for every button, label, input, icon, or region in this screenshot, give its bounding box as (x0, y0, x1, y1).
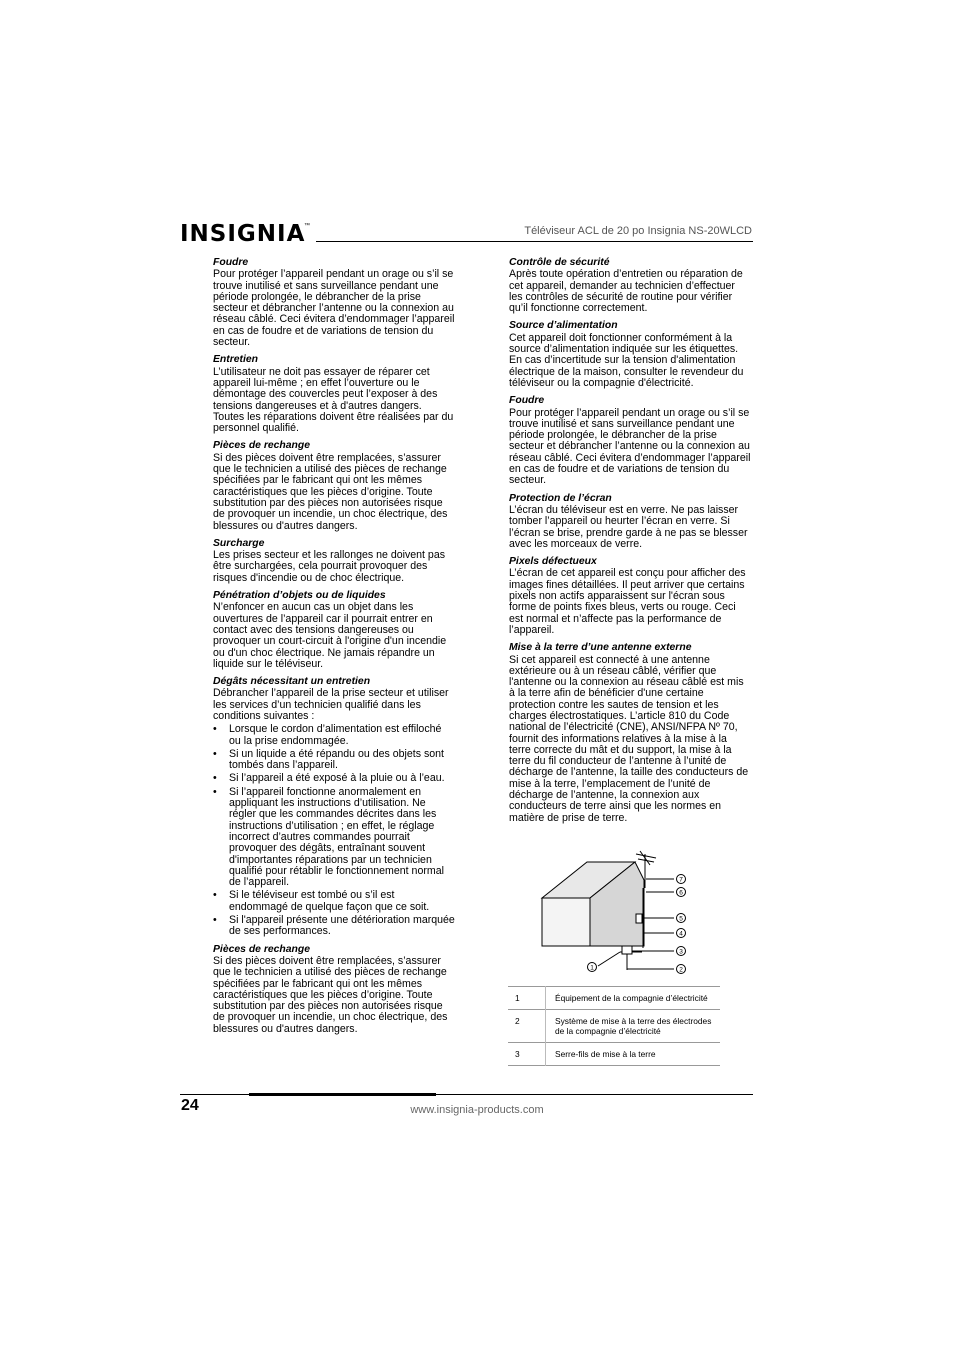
diagram-legend-table (508, 986, 720, 1066)
section-heading: Foudre (213, 257, 249, 268)
list-item (213, 749, 455, 772)
section-text: N’enfoncer en aucun cas un objet dans les ouvertures de l’appareil car il pourrait entrer en contact avec des tensions dangereuses ou provoquer un court-circuit à l'origine d'un incendie ou d'un choc électrique. Ne jamais répandre un liquide sur le téléviseur. (213, 601, 447, 670)
section-text: L’utilisateur ne doit pas essayer de réparer cet appareil lui-même ; en effet l’ouverture ou le démontage des couvercles peut l’exposer à des tensions dangereuses et à d'autres dangers. Toutes les réparations doivent être réalisées par du personnel qualifié. (213, 365, 454, 435)
table-row (508, 1010, 720, 1043)
section-heading: Mise à la terre d’une antenne externe (509, 642, 692, 654)
section-text: Les prises secteur et les rallonges ne doivent pas être surchargées, cela pourrait provoquer des risques d'incendie ou de choc électrique. (213, 549, 446, 584)
house-front (542, 898, 590, 946)
document-title: Téléviseur ACL de 20 po Insignia NS-20WLCD (524, 225, 752, 237)
section-heading: Pixels défectueux (509, 556, 597, 568)
section-heading: Pièces de rechange (213, 440, 311, 452)
bullet-mark: • (213, 747, 217, 760)
section-heading: Entretien (213, 354, 259, 366)
list-item (213, 890, 455, 913)
bullet-mark: • (213, 785, 217, 798)
bullet-mark: • (213, 723, 217, 736)
table-row (508, 987, 720, 1010)
callout-3: 3 (679, 948, 683, 956)
list-item (213, 724, 455, 747)
section-heading: Protection de l’écran (509, 492, 612, 504)
callout-1: 1 (590, 964, 594, 972)
section-heading: Pièces de rechange (213, 943, 311, 955)
brand-logo (180, 219, 310, 249)
list-item-text: Si l’appareil a été exposé à la pluie ou à l’eau. (229, 772, 445, 785)
section-text: Si des pièces doivent être remplacées, s’assurer que le technicien a utilisé des pièces de rechange spécifiées par le fabricant qui ont les mêmes caractéristiques que les pièces d’origine. Toute substitution par des pièces non autorisées risque de provoquer un incendie, un choc électrique, des blessures ou d'autres dangers. (213, 954, 448, 1035)
legend-text: Serre-fils de mise à la terre (546, 1043, 721, 1066)
legend-text: Système de mise à la terre des électrodes de la compagnie d’électricité (546, 1010, 721, 1043)
list-item-text: Lorsque le cordon d’alimentation est effiloché ou la prise endommagée. (229, 723, 442, 747)
section-heading: Pénétration d’objets ou de liquides (213, 590, 386, 602)
section-text: Si cet appareil est connecté à une antenne extérieure ou à un réseau câblé, vérifier que l'antenne ou la connexion au réseau câblé est mis à la terre afin de bénéficier d'une certaine protection contre les sautes de tension et les charges électrostatiques. L’article 810 du Code national de l’électricité (CNE), ANSI/NFPA Nº 70, fournit des informations relatives à la mise à la terre correcte du mât et du support, la mise à la terre du fil conducteur de l’antenne à l’unité de décharge de l’antenne, la taille des conducteurs de mise à la terre, l’emplacement de l’unité de décharge de l’antenne, la connexion aux conducteurs de terre ainsi que les normes en matière de prise de terre. (509, 653, 749, 824)
list-item-text: Si un liquide a été répandu ou des objets sont tombés dans l’appareil. (229, 747, 444, 772)
list-item (213, 915, 455, 938)
section-text: L’écran du téléviseur est en verre. Ne pas laisser tomber l’appareil ou heurter l’écran en verre. Si l’écran se brise, prendre garde à ne pas se blesser avec les morceaux de verre. (509, 503, 748, 550)
section-heading: Dégâts nécessitant un entretien (213, 676, 371, 688)
brand-logo-text: INSIGNIA (180, 221, 306, 247)
legend-number: 2 (515, 1016, 520, 1026)
bullet-mark: • (213, 889, 217, 902)
callout-2: 2 (679, 966, 683, 974)
trademark-mark: ™ (304, 223, 310, 229)
list-item-text: Si l'appareil présente une détérioration marquée de ses performances. (229, 914, 455, 938)
section-text: Après toute opération d’entretien ou réparation de cet appareil, demander au technicien d’effectuer les contrôles de sécurité de routine pour vérifier qu’il fonctionne correctement. (509, 268, 743, 315)
footer-url: www.insignia-products.com (410, 1104, 544, 1116)
callout-7: 7 (679, 876, 683, 884)
page-number: 24 (181, 1097, 199, 1114)
legend-number: 1 (515, 993, 520, 1003)
condition-list (213, 724, 455, 937)
list-item-text: Si l’appareil fonctionne anormalement en appliquant les instructions d’utilisation. Ne régler que les commandes décrites dans les instructions d’utilisation ; en effet, le réglage incorrect d’autres commandes pourrait provoquer des dégâts, entraînant souvent d'importantes réparations par un technicien qualifié pour rétablir le fonctionnement normal de l’appareil. (229, 785, 444, 889)
discharge-unit (636, 914, 642, 923)
footer-rule-accent (249, 1093, 436, 1096)
callout-5: 5 (679, 915, 683, 923)
callout-4: 4 (679, 930, 683, 938)
section-text: L’écran de cet appareil est conçu pour afficher des images fines détaillées. Il peut arriver que certains pixels non actifs apparaissent sur l'écran sous forme de points fixes bleus, verts ou rouge. Ceci est normal et n’affecte pas la performance de l’appareil. (509, 567, 746, 636)
bullet-mark: • (213, 772, 217, 785)
section-text: Si des pièces doivent être remplacées, s’assurer que le technicien a utilisé des pièces de rechange spécifiées par le fabricant qui ont les mêmes caractéristiques que les pièces d’origine. Toute substitution par des pièces non autorisées risque de provoquer un incendie, un choc électrique, des blessures ou d'autres dangers. (213, 451, 448, 532)
legend-number: 3 (515, 1049, 520, 1059)
section-heading: Surcharge (213, 537, 265, 549)
section-heading: Contrôle de sécurité (509, 257, 610, 268)
list-item-text: Si le téléviseur est tombé ou s’il est endommagé de quelque façon que ce soit. (229, 889, 430, 913)
service-equipment (622, 946, 632, 954)
section-text: Pour protéger l’appareil pendant un orage ou s’il se trouve inutilisé et sans surveillance pendant une période prolongée, le débrancher de la prise secteur et débrancher l’antenne ou la connexion au réseau câblé. Ceci évitera d’endommager l’appareil en cas de foudre et de variations de tension du secteur. (213, 268, 455, 349)
table-row (508, 1043, 720, 1066)
callout-6: 6 (679, 889, 683, 897)
section-heading: Source d’alimentation (509, 320, 618, 332)
antenna-grounding-diagram (532, 848, 702, 974)
list-item (213, 787, 455, 889)
list-item (213, 773, 455, 784)
right-column (509, 257, 751, 824)
legend-text: Équipement de la compagnie d’électricité (546, 987, 721, 1010)
header-rule (316, 241, 753, 242)
left-column (213, 257, 455, 1035)
section-text: Pour protéger l’appareil pendant un orage ou s’il se trouve inutilisé et sans surveillance pendant une période prolongée, le débrancher de la prise secteur et débrancher l’antenne ou la connexion au réseau câblé. Ceci évitera d’endommager l’appareil en cas de foudre et de variations de tension du secteur. (509, 406, 751, 487)
section-text: Cet appareil doit fonctionner conformément à la source d’alimentation indiquée sur les étiquettes. En cas d’incertitude sur la tension d'alimentation électrique de la maison, consulter le revendeur du téléviseur ou la compagnie d'électricité. (509, 331, 744, 389)
bullet-mark: • (213, 914, 217, 927)
section-heading: Foudre (509, 395, 545, 407)
section-text: Débrancher l’appareil de la prise secteur et utiliser les services d’un technicien qualifié dans les conditions suivantes : (213, 687, 449, 722)
